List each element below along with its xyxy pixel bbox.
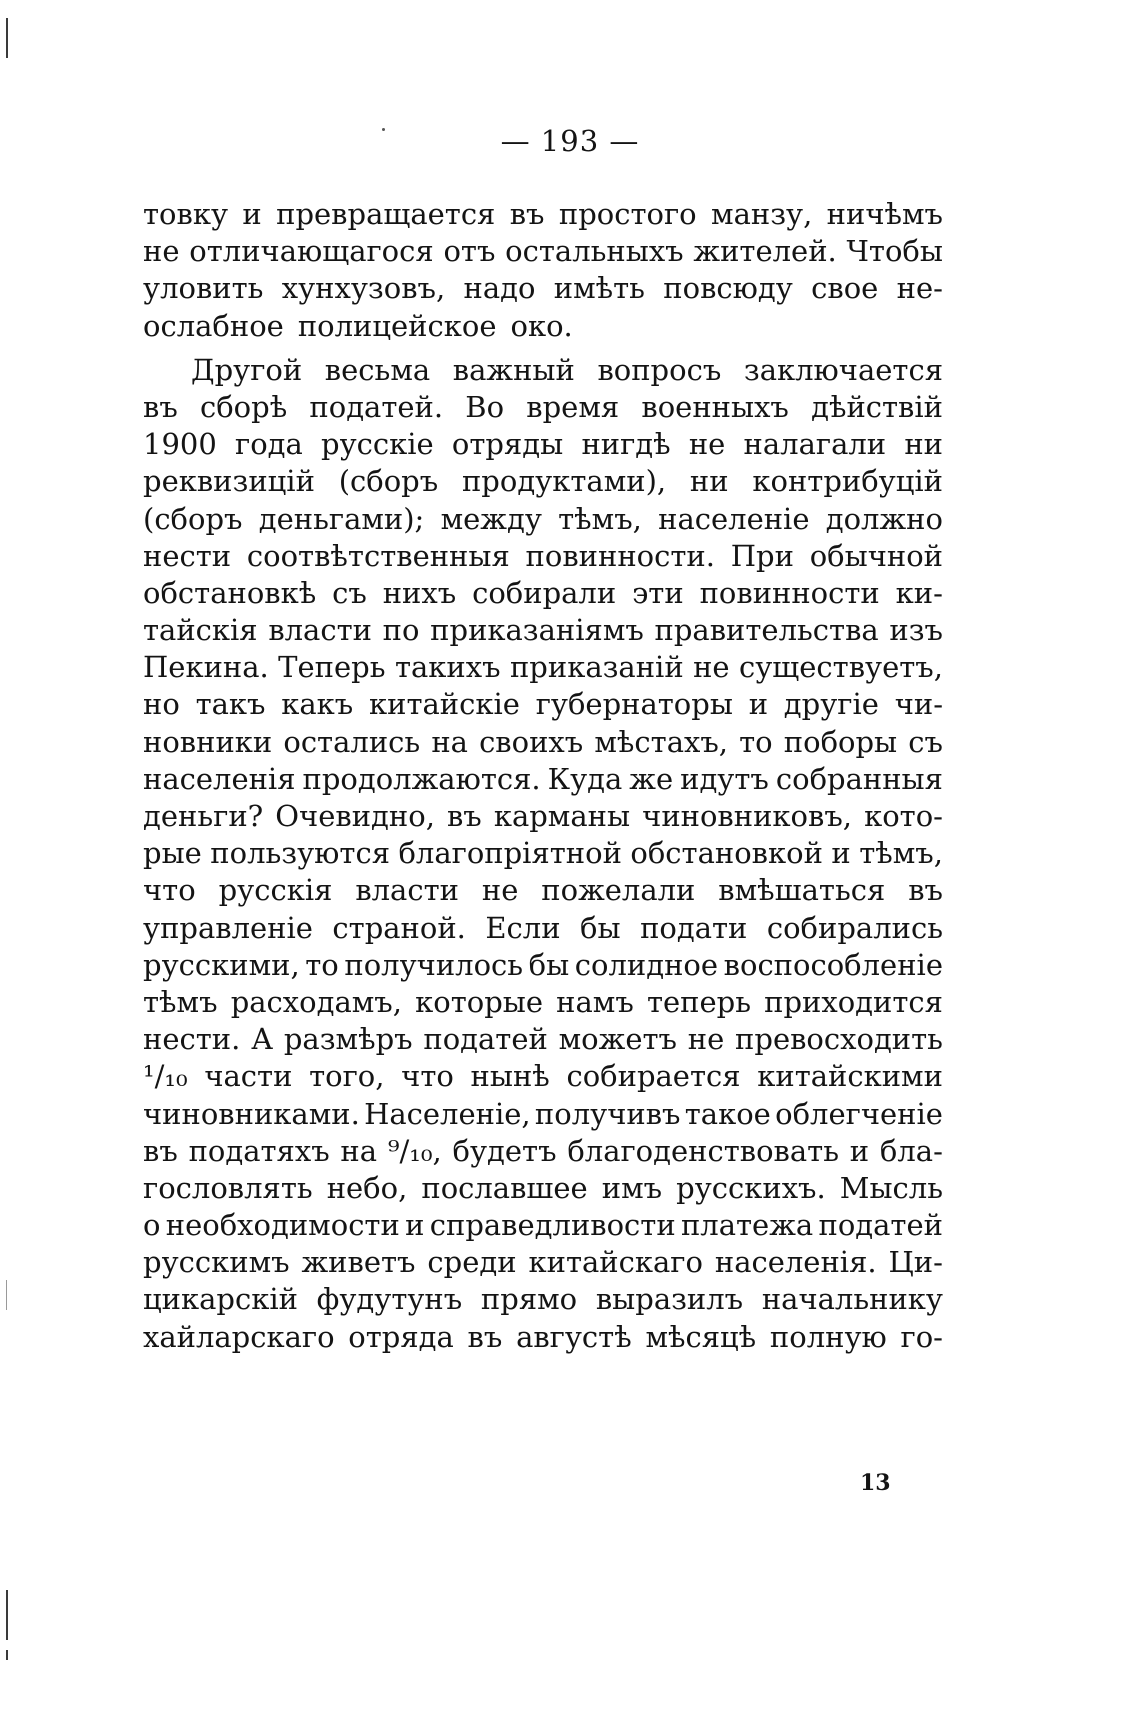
- word: августѣ: [516, 1319, 632, 1354]
- word: власти: [355, 873, 459, 908]
- word: соотвѣтственныя: [246, 538, 510, 573]
- word: бла-: [879, 1133, 943, 1168]
- word: правительства: [654, 613, 879, 648]
- word: части: [204, 1059, 293, 1094]
- word: Пекина.: [143, 650, 269, 685]
- word: на: [431, 724, 468, 759]
- word: собирали: [472, 575, 617, 610]
- word: и: [831, 836, 851, 871]
- word: не-: [896, 271, 943, 306]
- text-line: [143, 1170, 943, 1207]
- word: дѣйствій: [811, 389, 943, 424]
- text-line: [143, 1021, 943, 1058]
- word: Теперь: [278, 650, 386, 685]
- word: собирается: [566, 1059, 741, 1094]
- word: теперь: [646, 984, 751, 1019]
- text-line: [143, 1281, 943, 1318]
- text-line: [143, 1244, 943, 1281]
- word: остальныхъ: [505, 234, 684, 269]
- word: года: [235, 427, 303, 462]
- word: небо,: [326, 1170, 408, 1205]
- word: имѣть: [553, 271, 645, 306]
- word: не: [693, 650, 730, 685]
- text-line: [143, 835, 943, 872]
- page-number-header: — 193 —: [500, 124, 640, 158]
- word: нести: [143, 538, 232, 573]
- word: населенія.: [714, 1245, 877, 1280]
- printer-signature-mark: 13: [860, 1470, 891, 1496]
- word: необходимости: [165, 1208, 400, 1243]
- word: сборѣ: [199, 389, 288, 424]
- word: то: [305, 947, 339, 982]
- word: кото-: [864, 799, 943, 833]
- word: тѣмъ: [143, 984, 218, 1019]
- word: цикарскій: [143, 1282, 298, 1317]
- word: и: [405, 1208, 425, 1243]
- word: которые: [415, 984, 544, 1019]
- word: собирались: [766, 910, 943, 945]
- word: Мысль: [839, 1170, 943, 1205]
- text-line: [143, 612, 943, 649]
- word: китайскіе: [369, 687, 520, 722]
- word: свое: [811, 271, 879, 306]
- word: Очевидно,: [275, 799, 435, 833]
- word: полицейское: [297, 308, 497, 343]
- word: карманы: [493, 799, 631, 833]
- word: обычной: [809, 538, 943, 573]
- word: ослабное: [143, 308, 284, 343]
- word: среди: [427, 1245, 517, 1280]
- word: жителей.: [693, 234, 837, 269]
- word: 1900: [143, 427, 217, 462]
- word: то: [739, 724, 773, 759]
- word: въ: [446, 799, 482, 833]
- word: же: [629, 761, 674, 796]
- word: вмѣшаться: [718, 873, 886, 908]
- word: другіе: [783, 687, 879, 722]
- word: тѣмъ,: [558, 501, 642, 536]
- word: что: [143, 873, 196, 908]
- word: но: [143, 687, 180, 722]
- word: въ: [509, 197, 545, 231]
- word: ⁹/₁₀,: [387, 1133, 442, 1168]
- word: можетъ: [558, 1022, 677, 1057]
- text-line: [143, 649, 943, 686]
- text-line: [143, 575, 943, 612]
- word: ки-: [895, 575, 943, 610]
- word: Куда: [547, 761, 623, 796]
- word: приходится: [764, 984, 943, 1019]
- text-line: [143, 798, 943, 835]
- body-text: [143, 196, 943, 1356]
- word: на: [340, 1133, 378, 1168]
- margin-scan-mark: [6, 1280, 7, 1310]
- text-line: [143, 872, 943, 909]
- word: рые: [143, 836, 202, 871]
- word: не: [688, 427, 726, 462]
- word: новники: [143, 724, 273, 759]
- word: между: [440, 501, 542, 536]
- word: облегченіе: [775, 1096, 943, 1131]
- word: китайскими: [757, 1059, 943, 1094]
- word: полную: [769, 1319, 887, 1354]
- text-line: [143, 426, 943, 463]
- word: гословлять: [143, 1170, 313, 1205]
- word: Другой: [191, 352, 303, 387]
- text-line: [143, 538, 943, 575]
- word: тѣмъ,: [859, 836, 943, 871]
- word: контрибуцій: [752, 464, 943, 499]
- text-line: [143, 501, 943, 538]
- word: важный: [452, 352, 575, 387]
- word: приказаніямъ: [430, 613, 644, 648]
- text-line: [143, 1207, 943, 1244]
- text-line: [143, 352, 943, 389]
- word: губернаторы: [535, 687, 733, 722]
- word: солидное: [574, 947, 719, 982]
- word: го-: [900, 1319, 943, 1354]
- word: отряды: [451, 427, 564, 462]
- word: манзу,: [711, 197, 813, 231]
- word: русскіе: [321, 427, 434, 462]
- word: пославшее: [421, 1170, 588, 1205]
- word: имъ: [601, 1170, 663, 1205]
- word: При: [730, 538, 794, 573]
- word: повинности.: [525, 538, 715, 573]
- word: бы: [528, 947, 570, 982]
- word: такъ: [195, 687, 266, 722]
- word: повсюду: [663, 271, 793, 306]
- word: обстановкой: [630, 836, 823, 871]
- word: благоденствовать: [567, 1133, 840, 1168]
- word: существуетъ,: [739, 650, 943, 685]
- word: остались: [283, 724, 421, 759]
- word: подати: [640, 910, 748, 945]
- word: размѣръ: [283, 1022, 413, 1057]
- word: страной.: [332, 910, 466, 945]
- word: ¹/₁₀: [143, 1059, 188, 1094]
- text-line: [143, 196, 943, 233]
- text-line: [143, 308, 943, 345]
- word: податяхъ: [188, 1133, 330, 1168]
- word: время: [526, 389, 620, 424]
- text-line: [143, 463, 943, 500]
- word: населенія: [143, 761, 296, 796]
- word: что: [401, 1059, 454, 1094]
- word: не: [143, 234, 180, 269]
- text-line: [143, 1319, 943, 1356]
- word: податей: [423, 1022, 548, 1057]
- word: око.: [510, 308, 573, 343]
- word: вопросъ: [597, 352, 722, 387]
- word: мѣстахъ,: [594, 724, 729, 759]
- word: русскія: [218, 873, 333, 908]
- text-line: [143, 984, 943, 1021]
- word: русскихъ.: [676, 1170, 826, 1205]
- word: получивъ: [534, 1096, 681, 1131]
- text-line: [143, 686, 943, 723]
- word: Чтобы: [846, 234, 943, 269]
- word: простого: [558, 197, 697, 231]
- word: деньги?: [143, 799, 264, 833]
- word: воспособленіе: [723, 947, 943, 982]
- word: и: [242, 197, 262, 231]
- word: продуктами),: [461, 464, 667, 499]
- word: не: [687, 1022, 725, 1057]
- word: Если: [485, 910, 561, 945]
- word: получилось: [344, 947, 524, 982]
- word: отличающагося: [189, 234, 434, 269]
- margin-scan-mark: [6, 18, 8, 58]
- word: заключается: [743, 352, 943, 387]
- text-line: [143, 724, 943, 761]
- text-line: [143, 270, 943, 307]
- word: собранныя: [775, 761, 943, 796]
- word: своихъ: [479, 724, 584, 759]
- word: ничѣмъ: [826, 197, 943, 231]
- word: деньгами);: [258, 501, 425, 536]
- word: нести.: [143, 1022, 241, 1057]
- word: надо: [463, 271, 536, 306]
- word: не: [481, 873, 519, 908]
- word: тайскія: [143, 613, 258, 648]
- word: фудутунъ: [316, 1282, 463, 1317]
- word: русскими,: [143, 947, 300, 982]
- word: уловить: [143, 271, 264, 306]
- word: продолжаются.: [302, 761, 541, 796]
- word: нигдѣ: [581, 427, 671, 462]
- word: (сборъ: [338, 464, 439, 499]
- word: съ: [908, 724, 943, 759]
- word: эти: [632, 575, 684, 610]
- word: отъ: [443, 234, 496, 269]
- word: Во: [465, 389, 505, 424]
- word: русскимъ: [143, 1245, 290, 1280]
- word: поборы: [783, 724, 898, 759]
- word: чиновниковъ,: [642, 799, 852, 833]
- word: такое: [684, 1096, 771, 1131]
- word: отряда: [348, 1319, 454, 1354]
- text-line: [143, 761, 943, 798]
- text-line: [143, 1133, 943, 1170]
- word: населеніе: [658, 501, 810, 536]
- word: чиновниками.: [143, 1096, 360, 1131]
- word: въ: [908, 873, 943, 908]
- word: приказаній: [509, 650, 684, 685]
- text-line: [143, 910, 943, 947]
- word: ни: [689, 464, 729, 499]
- word: намъ: [556, 984, 634, 1019]
- word: (сборъ: [143, 501, 243, 536]
- word: ни: [904, 427, 943, 462]
- word: по: [382, 613, 420, 648]
- text-line: [143, 233, 943, 270]
- word: въ: [143, 1133, 178, 1168]
- word: платежа: [680, 1208, 814, 1243]
- word: превосходить: [735, 1022, 943, 1057]
- margin-scan-mark: [6, 1650, 8, 1660]
- word: хунхузовъ,: [281, 271, 446, 306]
- word: податей.: [309, 389, 444, 424]
- word: пользуются: [210, 836, 390, 871]
- text-line: [143, 1096, 943, 1133]
- word: превращается: [276, 197, 496, 231]
- word: выразилъ: [595, 1282, 744, 1317]
- word: того,: [309, 1059, 385, 1094]
- word: китайскаго: [528, 1245, 703, 1280]
- word: товку: [143, 197, 229, 231]
- word: реквизицій: [143, 464, 315, 499]
- word: какъ: [281, 687, 354, 722]
- word: хайларскаго: [143, 1319, 335, 1354]
- word: власти: [268, 613, 372, 648]
- word: съ: [332, 575, 367, 610]
- word: такихъ: [394, 650, 501, 685]
- word: въ: [467, 1319, 503, 1354]
- word: въ: [143, 389, 178, 424]
- word: будетъ: [452, 1133, 557, 1168]
- word: мѣсяцѣ: [645, 1319, 757, 1354]
- word: весьма: [324, 352, 431, 387]
- word: и: [849, 1133, 870, 1168]
- margin-scan-mark: [6, 1590, 8, 1640]
- word: управленіе: [143, 910, 313, 945]
- word: начальнику: [761, 1282, 943, 1317]
- word: расходамъ,: [230, 984, 402, 1019]
- text-line: [143, 947, 943, 984]
- word: идутъ: [680, 761, 769, 796]
- word: справедливости: [429, 1208, 676, 1243]
- word: повинности: [699, 575, 880, 610]
- text-line: [143, 389, 943, 426]
- word: нихъ: [382, 575, 457, 610]
- word: А: [251, 1022, 274, 1057]
- word: чи-: [894, 687, 943, 722]
- word: живетъ: [301, 1245, 416, 1280]
- word: податей: [818, 1208, 943, 1243]
- text-line: [143, 1058, 943, 1095]
- word: обстановкѣ: [143, 575, 317, 610]
- word: и: [748, 687, 769, 722]
- word: благопріятной: [398, 836, 622, 871]
- word: о: [143, 1208, 161, 1243]
- word: налагали: [743, 427, 887, 462]
- word: военныхъ: [641, 389, 789, 424]
- word: нынѣ: [470, 1059, 550, 1094]
- word: должно: [825, 501, 943, 536]
- word: бы: [580, 910, 621, 945]
- word: пожелали: [541, 873, 696, 908]
- word: Ци-: [888, 1245, 943, 1280]
- word: прямо: [480, 1282, 578, 1317]
- word: изъ: [889, 613, 943, 648]
- word: Населеніе,: [364, 1096, 531, 1131]
